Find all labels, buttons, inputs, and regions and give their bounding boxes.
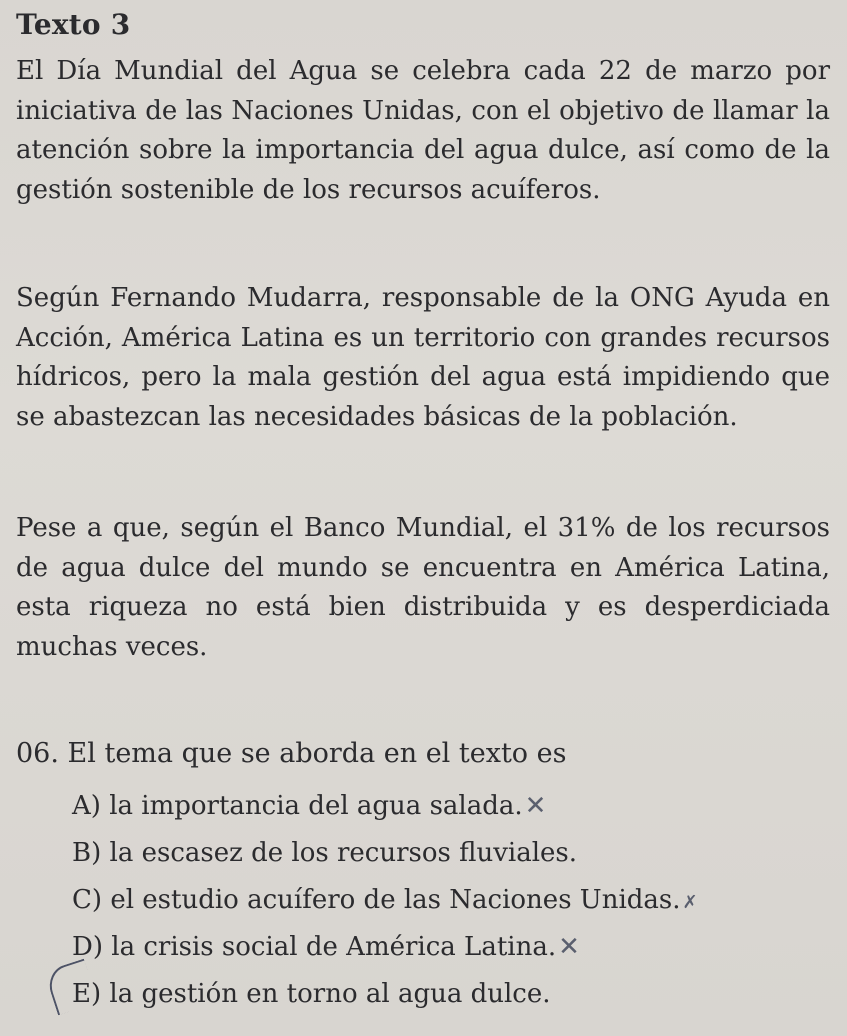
question-stem <box>16 738 566 769</box>
option-letter: B) <box>72 838 102 868</box>
text-title: Texto 3 <box>16 8 131 41</box>
paragraph-1: El Día Mundial del Agua se celebra cada 22 de marzo por iniciativa de las Naciones Unidas, con el objetivo de llamar la atención sobre la importancia del agua dulce, así como de la gestión sostenible de los recursos acuíferos. <box>16 56 830 205</box>
option-text: la crisis social de América Latina. <box>111 932 557 962</box>
question-number: 06. <box>16 738 59 769</box>
option-text: la gestión en torno al agua dulce. <box>109 979 551 1009</box>
answer-options <box>72 786 698 1021</box>
x-icon: ✕ <box>558 932 580 962</box>
option-c[interactable] <box>72 880 698 927</box>
option-text: la importancia del agua salada. <box>109 791 523 821</box>
question-text: El tema que se aborda en el texto es <box>67 738 567 769</box>
option-text: el estudio acuífero de las Naciones Unidas. <box>110 885 681 915</box>
option-letter: A) <box>72 791 101 821</box>
option-a[interactable] <box>72 786 698 833</box>
option-letter: D) <box>72 932 103 962</box>
x-icon: ✕ <box>524 791 547 821</box>
x-icon: ✗ <box>682 892 698 913</box>
option-d[interactable] <box>72 927 698 974</box>
option-text: la escasez de los recursos fluviales. <box>109 838 578 868</box>
paragraph-3: Pese a que, según el Banco Mundial, el 31% de los recursos de agua dulce del mundo se encuentra en América Latina, esta riqueza no está bien distribuida y es desperdiciada muchas veces. <box>16 513 830 662</box>
option-letter: C) <box>72 885 103 915</box>
paragraph-2: Según Fernando Mudarra, responsable de la ONG Ayuda en Acción, América Latina es un territorio con grandes recursos hídricos, pero la mala gestión del agua está impidiendo que se abastezcan las necesidades básicas de la población. <box>16 283 830 432</box>
option-b[interactable] <box>72 833 698 880</box>
option-e[interactable] <box>72 974 698 1021</box>
option-letter: E) <box>72 979 102 1009</box>
